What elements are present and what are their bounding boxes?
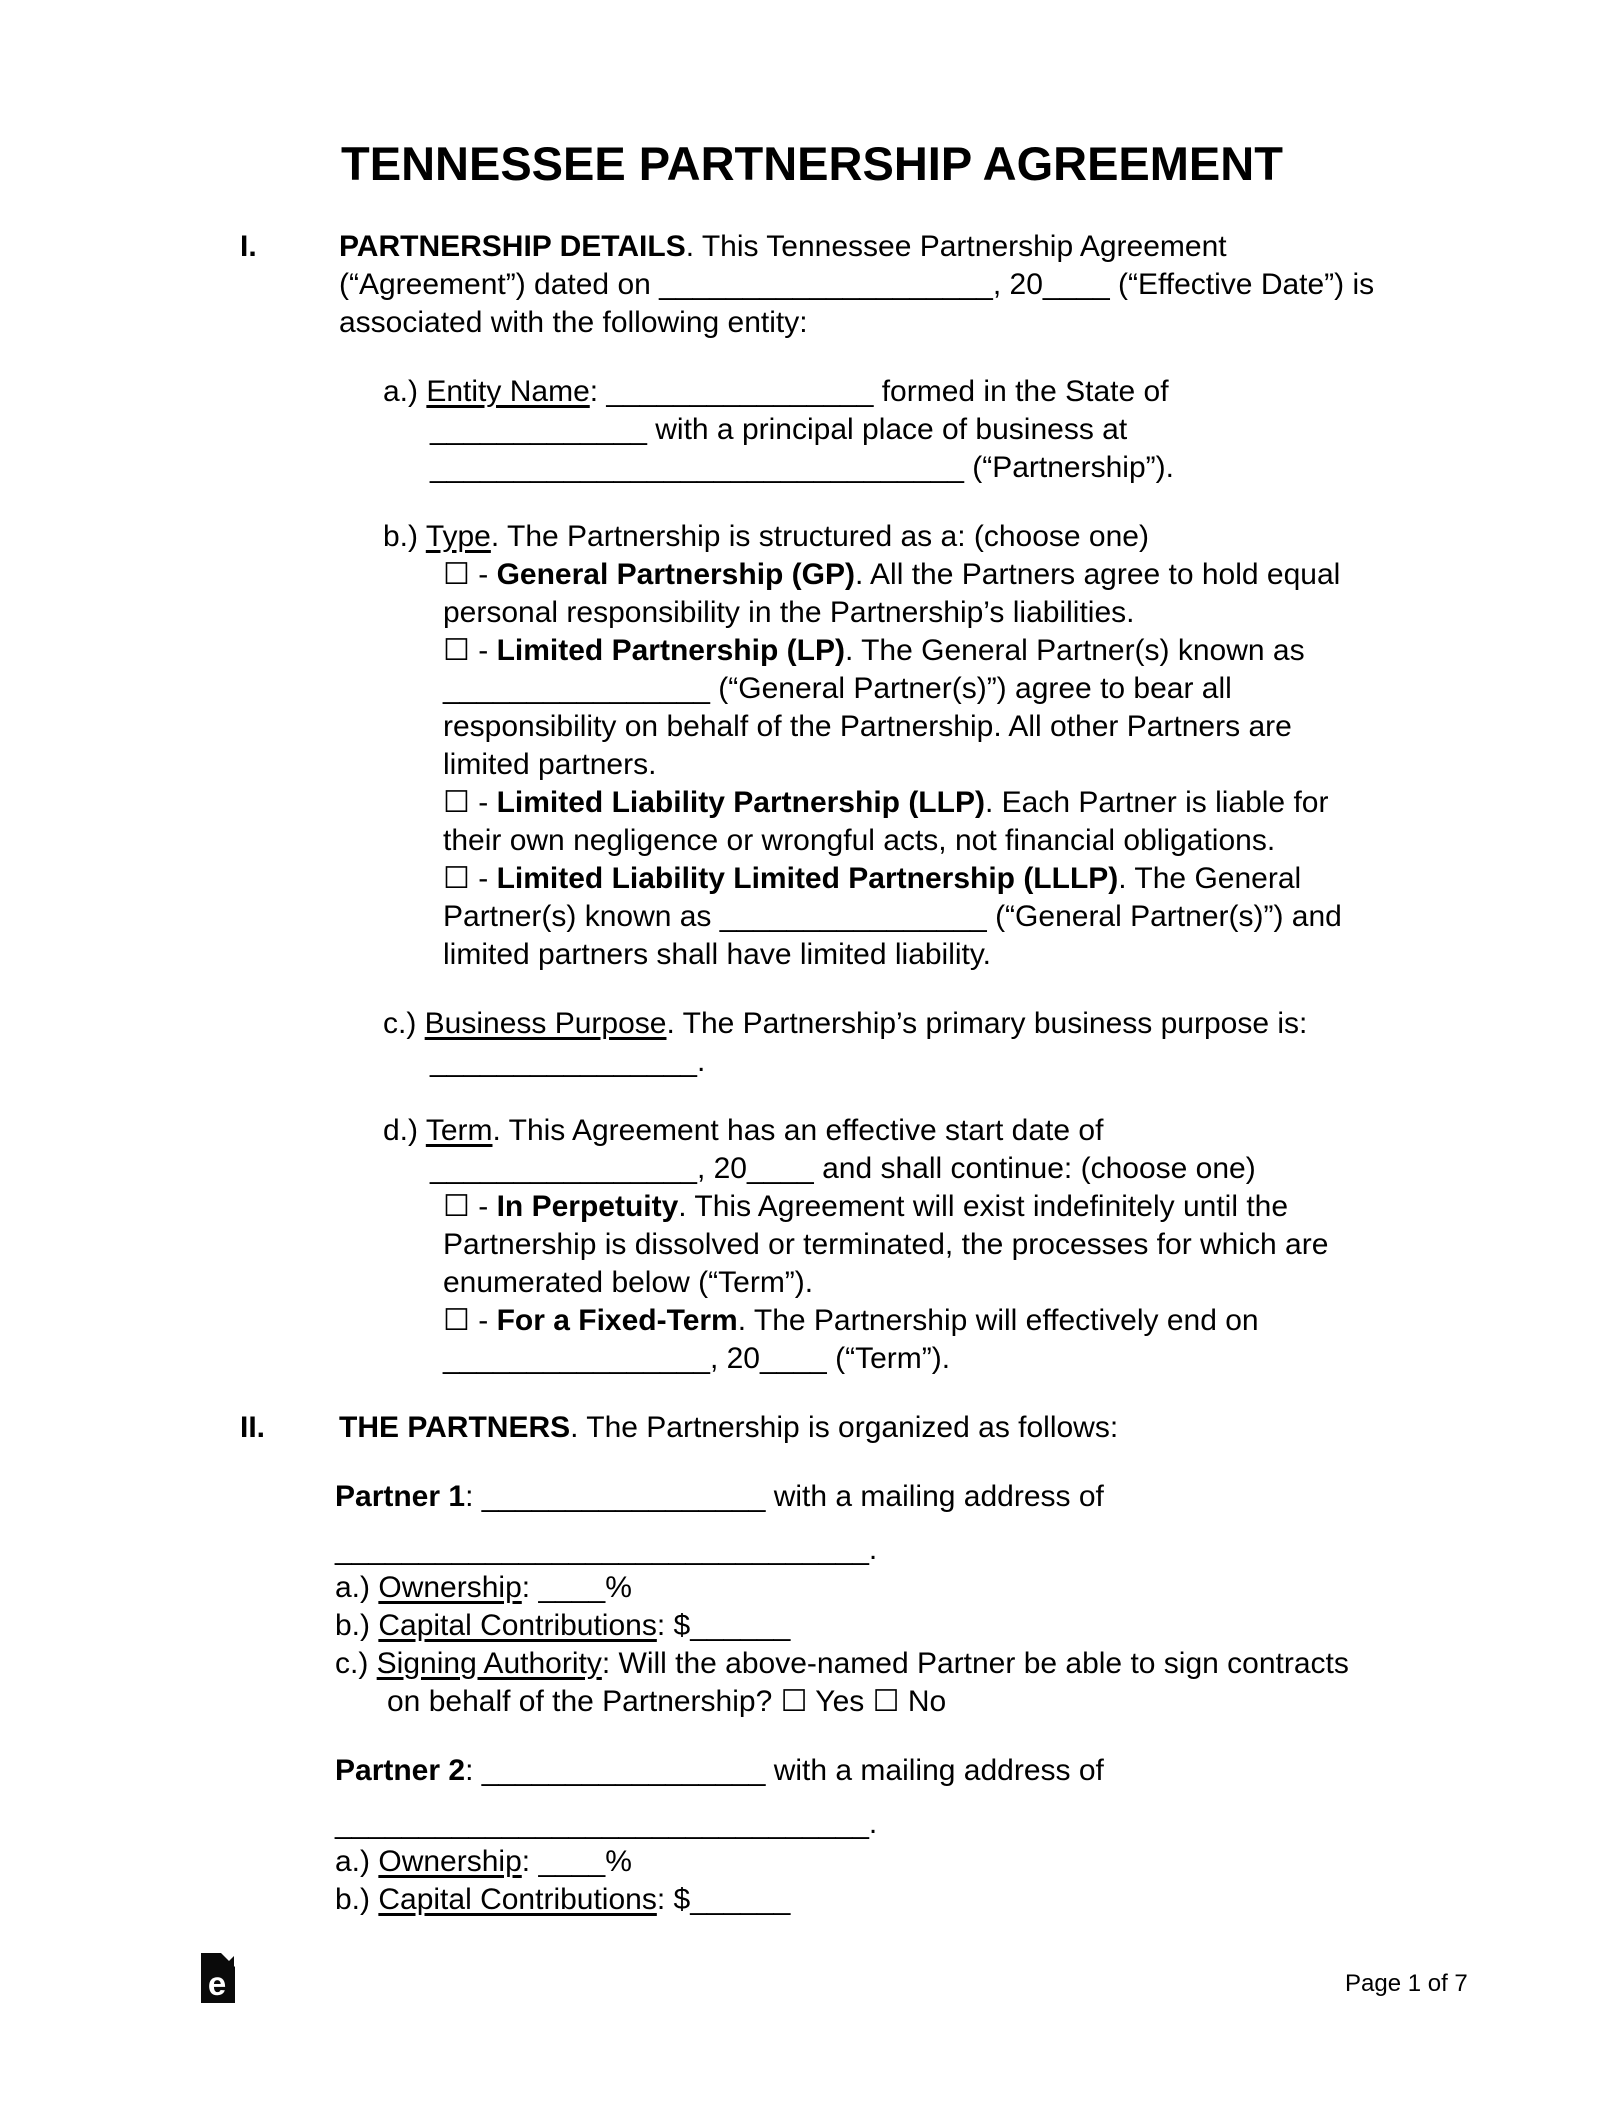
section-number: I. [240,230,257,263]
text-run: (“Effective Date”) is [1109,268,1375,301]
section-1-heading [240,228,1479,342]
blank-field: _________________ [481,1480,766,1513]
text-run: . All the Partners agree to hold equal [855,558,1341,591]
text-run: Entity Name [426,375,590,408]
text-run: . The Partnership is organized as follows: [570,1411,1119,1444]
checkbox-icon: ☐ [443,1190,470,1223]
checkbox-icon: ☐ [443,634,470,667]
text-run: (“Partnership”). [963,451,1174,484]
text-line [443,670,1479,708]
text-run: - [469,786,497,819]
text-run: : $ [656,1609,691,1642]
text-run: (“General Partner(s)”) and [986,900,1342,933]
document-body [240,228,1479,1919]
text-run: , 20 [696,1152,747,1185]
text-run: . This Agreement will exist indefinitely until the [678,1190,1289,1223]
text-run: a.) [335,1845,379,1878]
text-run: - [469,862,497,895]
text-line [383,1005,1479,1043]
text-run: with a mailing address of [765,1754,1104,1787]
text-run: . This Agreement has an effective start date of [492,1114,1104,1147]
text-line [443,936,1479,974]
page-title: TENNESSEE PARTNERSHIP AGREEMENT [341,137,1283,190]
text-run: General Partnership (GP) [496,558,856,591]
text-line [443,784,1479,822]
text-run: Partner 1 [335,1480,466,1513]
text-line [335,1531,1479,1569]
text-run: : [465,1754,482,1787]
text-run: b.) [335,1883,379,1916]
partner-2-block [335,1752,1479,1919]
blank-field: ________________________________ [430,451,964,484]
text-run: . This Tennessee Partnership Agreement [685,230,1227,263]
text-line [443,594,1479,632]
text-run: enumerated below (“Term”). [443,1266,814,1299]
text-line [443,632,1479,670]
text-line [443,1226,1479,1264]
text-run: Yes [807,1685,873,1718]
text-run: . The General [1118,862,1302,895]
text-line [387,1683,1479,1721]
text-run: . The General Partner(s) known as [844,634,1305,667]
section-number: II. [240,1411,266,1444]
text-run: Business Purpose [424,1007,667,1040]
text-run: Capital Contributions [378,1609,657,1642]
blank-field: ____ [747,1152,814,1185]
logo-letter: e [207,1965,227,2002]
text-run: (“Term”). [826,1342,951,1375]
checkbox-icon: ☐ [443,786,470,819]
text-line [430,1043,1479,1081]
blank-field: ________________ [443,1342,710,1375]
blank-field: _________________ [481,1754,766,1787]
clause-term [339,1112,1479,1378]
text-run: No [899,1685,947,1718]
text-run: - [469,1190,497,1223]
blank-field: ________________ [443,672,710,705]
text-line [443,822,1479,860]
text-run: (“Agreement”) dated on [339,268,660,301]
blank-field: ________________ [430,1152,697,1185]
text-run: . The Partnership’s primary business purpose is: [666,1007,1308,1040]
text-run: responsibility on behalf of the Partnership. All other Partners are [443,710,1292,743]
text-line [443,1340,1479,1378]
blank-field: ______ [690,1883,791,1916]
checkbox-icon: ☐ [443,862,470,895]
blank-field: ____ [760,1342,827,1375]
text-line [383,1112,1479,1150]
blank-field: ________________ [430,1045,697,1078]
text-run: on behalf of the Partnership? [387,1685,781,1718]
text-run: Partner 2 [335,1754,466,1787]
text-run: Limited Partnership (LP) [496,634,845,667]
text-line [443,1302,1479,1340]
text-run: - [469,558,497,591]
text-run: . The Partnership is structured as a: (choose one) [490,520,1149,553]
text-run: Limited Liability Limited Partnership (LLLP) [496,862,1119,895]
text-run: . [696,1045,706,1078]
text-run: , 20 [709,1342,760,1375]
text-run: c.) [383,1007,425,1040]
text-run: . [868,1533,878,1566]
text-run: Partnership is dissolved or terminated, the processes for which are [443,1228,1329,1261]
text-run: : $ [656,1883,691,1916]
text-run: : [589,375,607,408]
text-run: with a principal place of business at [646,413,1128,446]
text-run: : [521,1845,539,1878]
text-line [335,1645,1479,1683]
text-run: b.) [335,1609,379,1642]
checkbox-icon: ☐ [443,558,470,591]
text-line [339,266,1479,304]
text-line [430,1150,1479,1188]
text-run: Capital Contributions [378,1883,657,1916]
text-line [383,373,1479,411]
text-run: d.) [383,1114,426,1147]
text-run: a.) [335,1571,379,1604]
text-run: Ownership [378,1571,522,1604]
blank-field: ____ [538,1845,606,1878]
blank-field: ____________________ [659,268,993,301]
clause-entity-name [339,373,1479,487]
blank-field: ______ [690,1609,791,1642]
eforms-logo [201,1953,235,2003]
text-run: Partner(s) known as [443,900,720,933]
text-run: Limited Liability Partnership (LLP) [496,786,985,819]
text-run: Term [425,1114,493,1147]
text-run: personal responsibility in the Partnership’s liabilities. [443,596,1135,629]
text-run: . [868,1807,878,1840]
text-line [335,1843,1479,1881]
text-line [335,1478,1479,1516]
text-run: associated with the following entity: [339,306,808,339]
text-run: and shall continue: (choose one) [813,1152,1256,1185]
text-run: limited partners shall have limited liability. [443,938,991,971]
text-run: . Each Partner is liable for [984,786,1329,819]
blank-field: ____ [1042,268,1110,301]
text-line [443,556,1479,594]
blank-field: ________________ [606,375,874,408]
checkbox-icon: ☐ [872,1685,900,1718]
text-run: Type [425,520,491,553]
partner-1-block [335,1478,1479,1721]
page-number: Page 1 of 7 [1345,1970,1468,1997]
text-run: : Will the above-named Partner be able to sign contracts [601,1647,1349,1680]
blank-field: ________________ [719,900,987,933]
text-line [443,1264,1479,1302]
text-run: formed in the State of [873,375,1169,408]
text-line [443,746,1479,784]
text-line [443,1188,1479,1226]
text-run: PARTNERSHIP DETAILS [339,230,686,263]
text-run: - [469,1304,497,1337]
text-line [335,1881,1479,1919]
text-line [335,1752,1479,1790]
checkbox-icon: ☐ [780,1685,808,1718]
text-line [339,304,1479,342]
text-run: THE PARTNERS [339,1411,571,1444]
text-line [443,898,1479,936]
text-line [383,518,1479,556]
text-run: : [465,1480,482,1513]
clause-business-purpose [339,1005,1479,1081]
blank-field: _____________ [430,413,647,446]
text-run: In Perpetuity [496,1190,679,1223]
text-run: , 20 [992,268,1043,301]
text-run: their own negligence or wrongful acts, not financial obligations. [443,824,1276,857]
text-line [443,860,1479,898]
blank-field: ____ [538,1571,606,1604]
text-line [430,449,1479,487]
clause-type [339,518,1479,974]
text-run: c.) [335,1647,377,1680]
text-run: : [521,1571,539,1604]
text-run: . The Partnership will effectively end on [737,1304,1259,1337]
blank-field: ________________________________ [335,1807,869,1840]
text-run: % [605,1571,632,1604]
text-run: a.) [383,375,427,408]
text-line [335,1805,1479,1843]
text-line [443,708,1479,746]
blank-field: ________________________________ [335,1533,869,1566]
text-run: Signing Authority [376,1647,602,1680]
text-run: Ownership [378,1845,522,1878]
text-run: For a Fixed-Term [496,1304,738,1337]
text-line [430,411,1479,449]
text-line [335,1569,1479,1607]
text-run: b.) [383,520,426,553]
text-line [339,228,1479,266]
checkbox-icon: ☐ [443,1304,470,1337]
text-line [339,1409,1479,1447]
text-run: % [605,1845,632,1878]
text-run: limited partners. [443,748,657,781]
text-run: with a mailing address of [765,1480,1104,1513]
text-line [335,1607,1479,1645]
text-run: - [469,634,497,667]
section-2-heading [240,1409,1479,1447]
text-run: (“General Partner(s)”) agree to bear all [709,672,1232,705]
